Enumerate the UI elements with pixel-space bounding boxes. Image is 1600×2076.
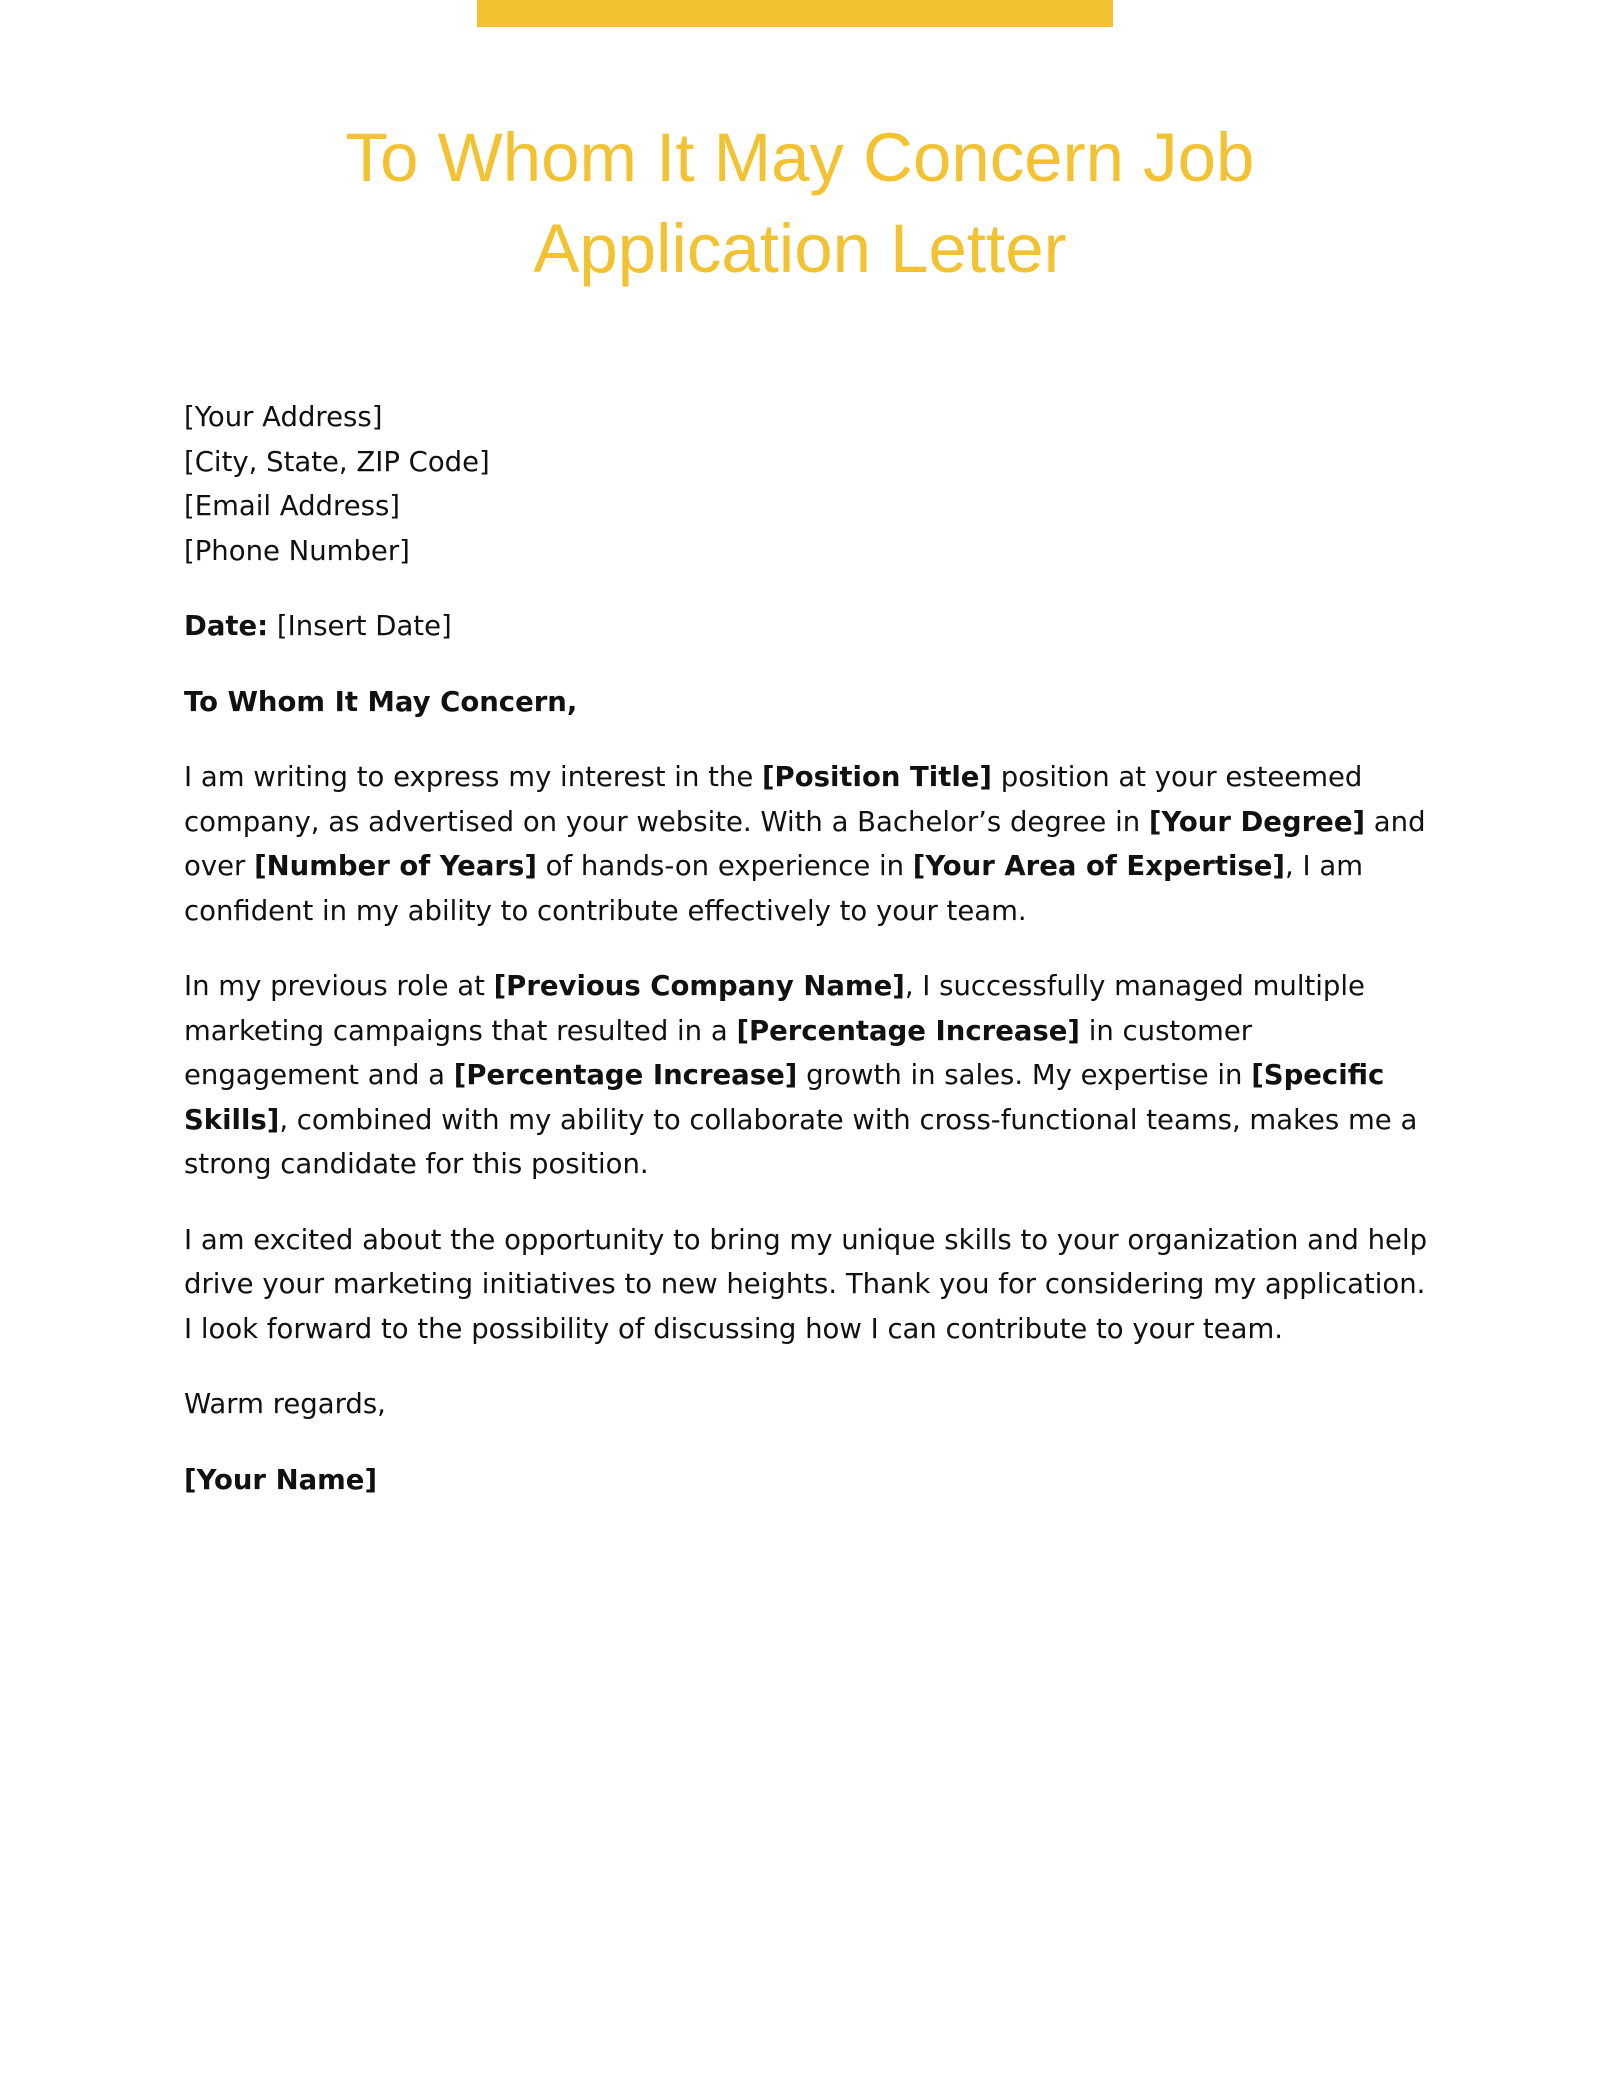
paragraph-text: growth in sales. My expertise in [797,1059,1252,1091]
placeholder-specific-skills: [Specific Skills] [184,1059,1385,1136]
sender-email: [Email Address] [184,490,401,522]
title-line-2: Application Letter [533,210,1067,287]
date-value: [Insert Date] [268,610,452,642]
placeholder-degree: [Your Degree] [1148,805,1366,838]
signature-name: [Your Name] [184,1463,378,1496]
paragraph-text: I am writing to express my interest in the [184,761,762,793]
placeholder-percentage-sales: [Percentage Increase] [453,1059,798,1091]
placeholder-expertise: [Your Area of Expertise] [912,850,1286,882]
sender-city-state-zip: [City, State, ZIP Code] [184,445,490,478]
paragraph-experience [184,964,1434,1187]
paragraph-interest [184,755,1434,933]
sender-address-block [184,395,1434,573]
sender-phone: [Phone Number] [184,534,410,567]
page-title [0,112,1600,294]
paragraph-text: position at your esteemed company, as advertised on your website. With a Bachelor’s degree in [184,761,1363,838]
paragraph-text: , I am confident in my ability to contribute effectively to your team. [184,850,1363,927]
placeholder-previous-company: [Previous Company Name] [493,970,905,1002]
placeholder-years: [Number of Years] [254,850,537,882]
date-label: Date: [184,610,269,642]
salutation: To Whom It May Concern, [184,685,578,718]
letter-body [184,395,1434,1533]
paragraph-text: of hands-on experience in [536,850,913,882]
paragraph-text: , I successfully managed multiple marketing campaigns that resulted in a [184,970,1365,1047]
paragraph-text: , combined with my ability to collaborate with cross-functional teams, makes me a strong candidate for this position. [184,1103,1418,1180]
title-line-1: To Whom It May Concern Job [345,119,1255,196]
date-line [184,604,1434,649]
placeholder-position-title: [Position Title] [761,761,992,793]
paragraph-text: In my previous role at [184,970,494,1002]
closing-line: Warm regards, [184,1388,386,1420]
paragraph-text: and over [184,805,1426,882]
sender-address: [Your Address] [184,401,383,433]
placeholder-percentage-engagement: [Percentage Increase] [736,1014,1080,1047]
top-accent-bar [477,0,1113,27]
paragraph-text: in customer engagement and a [184,1014,1253,1091]
paragraph-closing: I am excited about the opportunity to bring my unique skills to your organization and help drive your marketing initiatives to new heights. Thank you for considering my application. I look forward to the possibility of discussing how I can contribute to your team. [184,1223,1428,1345]
